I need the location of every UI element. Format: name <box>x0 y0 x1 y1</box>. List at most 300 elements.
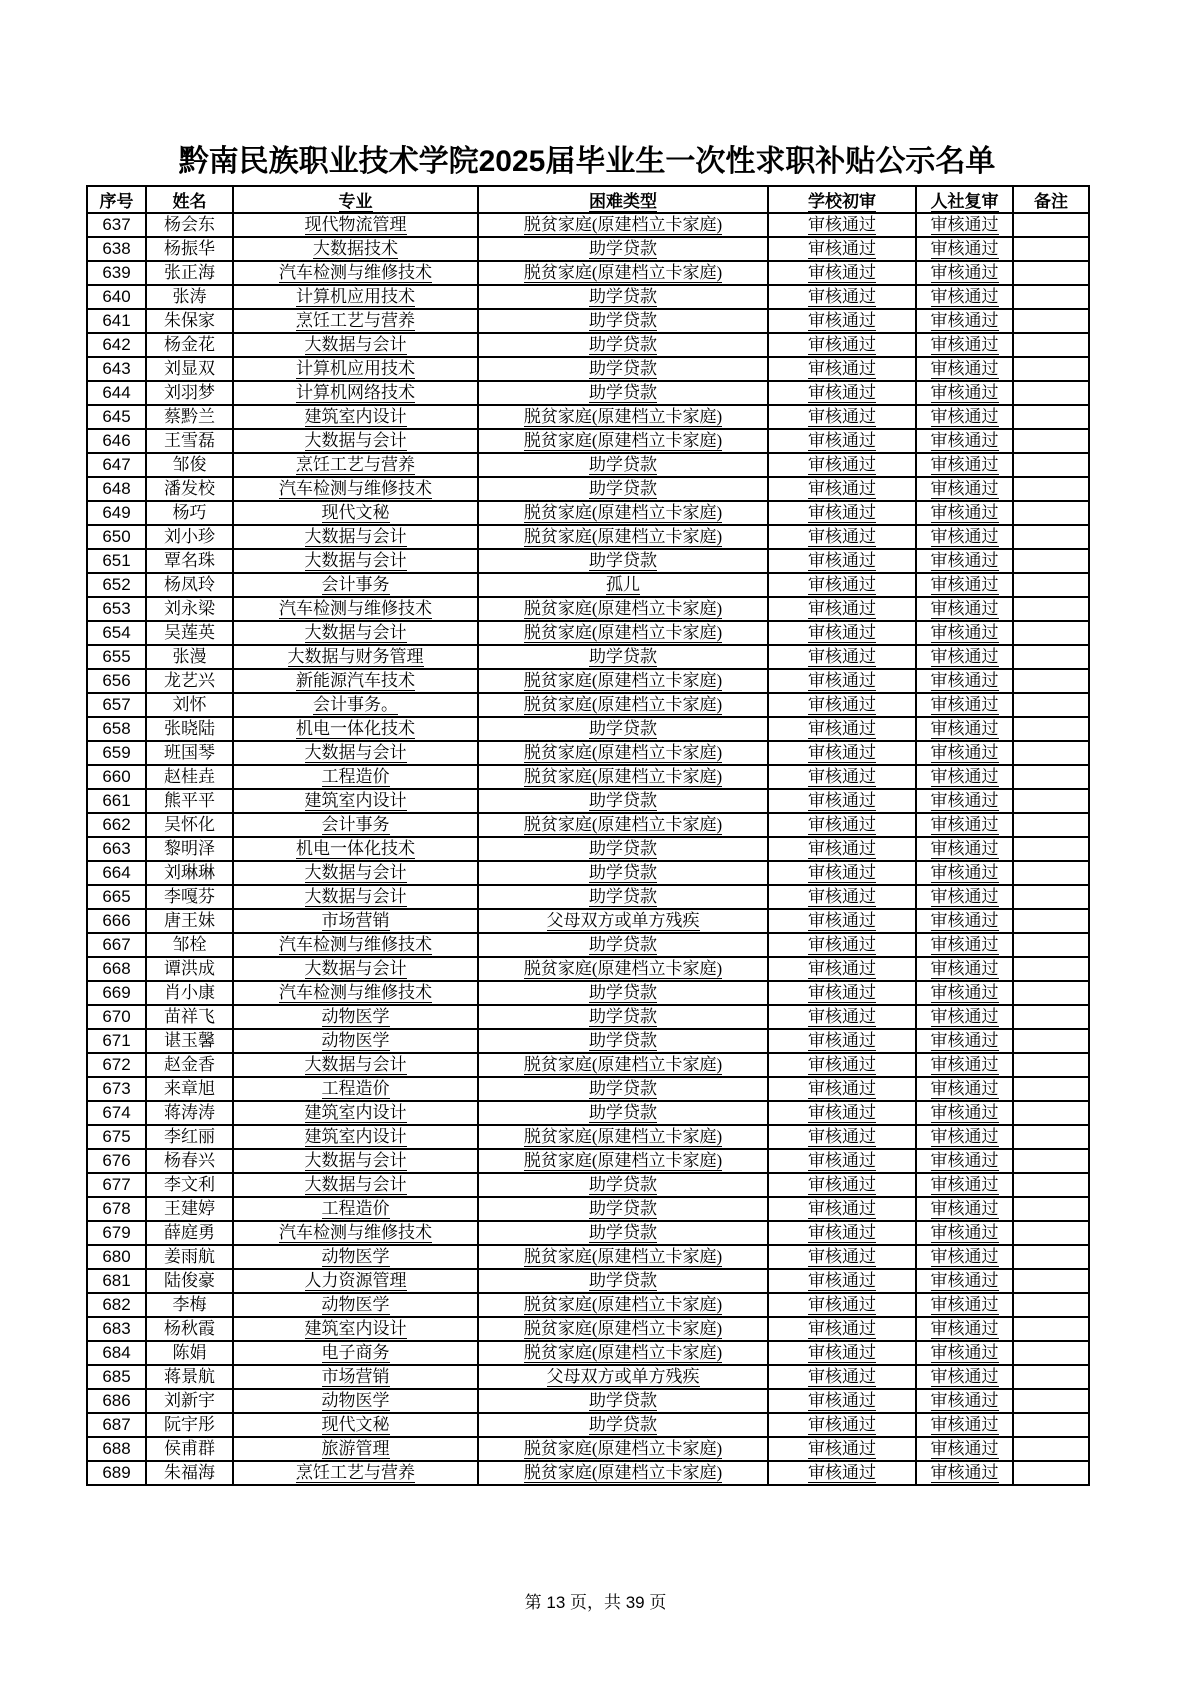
cell-col-3: 助学贷款 <box>478 333 768 357</box>
cell-col-4: 审核通过 <box>768 621 916 645</box>
cell-col-2: 汽车检测与维修技术 <box>233 597 478 621</box>
cell-col-2: 大数据与会计 <box>233 1053 478 1077</box>
cell-col-6 <box>1013 957 1089 981</box>
cell-col-1: 覃名珠 <box>146 549 233 573</box>
cell-col-6 <box>1013 789 1089 813</box>
cell-col-1: 刘怀 <box>146 693 233 717</box>
cell-col-4: 审核通过 <box>768 525 916 549</box>
cell-col-6 <box>1013 1437 1089 1461</box>
cell-col-6 <box>1013 1029 1089 1053</box>
cell-col-1: 朱保家 <box>146 309 233 333</box>
cell-col-6 <box>1013 573 1089 597</box>
cell-col-3: 助学贷款 <box>478 1173 768 1197</box>
cell-col-6 <box>1013 741 1089 765</box>
cell-col-6 <box>1013 861 1089 885</box>
cell-col-0: 674 <box>87 1101 146 1125</box>
cell-col-1: 班国琴 <box>146 741 233 765</box>
cell-col-5: 审核通过 <box>916 501 1013 525</box>
cell-col-0: 682 <box>87 1293 146 1317</box>
cell-col-1: 张正海 <box>146 261 233 285</box>
cell-col-5: 审核通过 <box>916 573 1013 597</box>
table-row <box>87 957 1089 981</box>
cell-col-5: 审核通过 <box>916 765 1013 789</box>
cell-col-2: 大数据与会计 <box>233 957 478 981</box>
table-row <box>87 1389 1089 1413</box>
table-row <box>87 1125 1089 1149</box>
table-row <box>87 549 1089 573</box>
cell-col-6 <box>1013 549 1089 573</box>
table-row <box>87 525 1089 549</box>
cell-col-1: 刘新宇 <box>146 1389 233 1413</box>
cell-col-3: 脱贫家庭(原建档立卡家庭) <box>478 1245 768 1269</box>
table-row <box>87 309 1089 333</box>
cell-col-6 <box>1013 645 1089 669</box>
cell-col-5: 审核通过 <box>916 261 1013 285</box>
cell-col-3: 助学贷款 <box>478 933 768 957</box>
cell-col-0: 664 <box>87 861 146 885</box>
cell-col-2: 汽车检测与维修技术 <box>233 261 478 285</box>
table-row <box>87 741 1089 765</box>
table-row <box>87 1173 1089 1197</box>
cell-col-1: 吴怀化 <box>146 813 233 837</box>
cell-col-1: 朱福海 <box>146 1461 233 1485</box>
cell-col-0: 650 <box>87 525 146 549</box>
cell-col-1: 邹栓 <box>146 933 233 957</box>
cell-col-3: 孤儿 <box>478 573 768 597</box>
cell-col-0: 644 <box>87 381 146 405</box>
cell-col-4: 审核通过 <box>768 1293 916 1317</box>
table-row <box>87 1197 1089 1221</box>
cell-col-4: 审核通过 <box>768 573 916 597</box>
cell-col-0: 658 <box>87 717 146 741</box>
cell-col-0: 672 <box>87 1053 146 1077</box>
cell-col-1: 潘发校 <box>146 477 233 501</box>
cell-col-4: 审核通过 <box>768 693 916 717</box>
cell-col-1: 唐王妹 <box>146 909 233 933</box>
cell-col-4: 审核通过 <box>768 717 916 741</box>
cell-col-0: 681 <box>87 1269 146 1293</box>
cell-col-4: 审核通过 <box>768 1245 916 1269</box>
table-row <box>87 885 1089 909</box>
cell-col-2: 现代物流管理 <box>233 213 478 237</box>
cell-col-0: 680 <box>87 1245 146 1269</box>
table-row <box>87 1269 1089 1293</box>
cell-col-4: 审核通过 <box>768 549 916 573</box>
cell-col-2: 动物医学 <box>233 1293 478 1317</box>
cell-col-4: 审核通过 <box>768 1149 916 1173</box>
cell-col-5: 审核通过 <box>916 597 1013 621</box>
table-row <box>87 1005 1089 1029</box>
cell-col-1: 张涛 <box>146 285 233 309</box>
cell-col-2: 烹饪工艺与营养 <box>233 1461 478 1485</box>
cell-col-4: 审核通过 <box>768 1365 916 1389</box>
cell-col-6 <box>1013 405 1089 429</box>
cell-col-3: 脱贫家庭(原建档立卡家庭) <box>478 765 768 789</box>
cell-col-4: 审核通过 <box>768 1197 916 1221</box>
cell-col-0: 655 <box>87 645 146 669</box>
cell-col-2: 汽车检测与维修技术 <box>233 1221 478 1245</box>
cell-col-0: 667 <box>87 933 146 957</box>
cell-col-1: 肖小康 <box>146 981 233 1005</box>
cell-col-6 <box>1013 1173 1089 1197</box>
cell-col-6 <box>1013 1077 1089 1101</box>
cell-col-3: 脱贫家庭(原建档立卡家庭) <box>478 693 768 717</box>
cell-col-5: 审核通过 <box>916 549 1013 573</box>
cell-col-0: 675 <box>87 1125 146 1149</box>
cell-col-5: 审核通过 <box>916 1029 1013 1053</box>
cell-col-3: 脱贫家庭(原建档立卡家庭) <box>478 261 768 285</box>
cell-col-3: 助学贷款 <box>478 1413 768 1437</box>
cell-col-5: 审核通过 <box>916 669 1013 693</box>
cell-col-4: 审核通过 <box>768 1461 916 1485</box>
cell-col-0: 643 <box>87 357 146 381</box>
table-row <box>87 669 1089 693</box>
cell-col-3: 助学贷款 <box>478 309 768 333</box>
cell-col-2: 旅游管理 <box>233 1437 478 1461</box>
cell-col-0: 651 <box>87 549 146 573</box>
table-row <box>87 1101 1089 1125</box>
cell-col-0: 686 <box>87 1389 146 1413</box>
cell-col-1: 刘永梁 <box>146 597 233 621</box>
cell-col-6 <box>1013 1269 1089 1293</box>
table-row <box>87 1293 1089 1317</box>
cell-col-5: 审核通过 <box>916 1221 1013 1245</box>
cell-col-2: 动物医学 <box>233 1389 478 1413</box>
cell-col-4: 审核通过 <box>768 1005 916 1029</box>
cell-col-3: 助学贷款 <box>478 285 768 309</box>
cell-col-6 <box>1013 1365 1089 1389</box>
cell-col-3: 脱贫家庭(原建档立卡家庭) <box>478 813 768 837</box>
cell-col-5: 审核通过 <box>916 1269 1013 1293</box>
cell-col-2: 汽车检测与维修技术 <box>233 477 478 501</box>
subsidy-table <box>86 185 1090 1486</box>
cell-col-4: 审核通过 <box>768 1101 916 1125</box>
cell-col-0: 668 <box>87 957 146 981</box>
cell-col-4: 审核通过 <box>768 285 916 309</box>
cell-col-6 <box>1013 1389 1089 1413</box>
cell-col-0: 659 <box>87 741 146 765</box>
cell-col-4: 审核通过 <box>768 957 916 981</box>
cell-col-6 <box>1013 237 1089 261</box>
cell-col-2: 新能源汽车技术 <box>233 669 478 693</box>
table-row <box>87 717 1089 741</box>
cell-col-1: 姜雨航 <box>146 1245 233 1269</box>
cell-col-1: 黎明泽 <box>146 837 233 861</box>
cell-col-5: 审核通过 <box>916 1173 1013 1197</box>
cell-col-5: 审核通过 <box>916 1413 1013 1437</box>
table-row <box>87 213 1089 237</box>
cell-col-0: 669 <box>87 981 146 1005</box>
cell-col-3: 脱贫家庭(原建档立卡家庭) <box>478 1341 768 1365</box>
cell-col-3: 助学贷款 <box>478 477 768 501</box>
cell-col-0: 679 <box>87 1221 146 1245</box>
cell-col-3: 脱贫家庭(原建档立卡家庭) <box>478 1461 768 1485</box>
col-header-3: 困难类型 <box>478 186 768 213</box>
cell-col-4: 审核通过 <box>768 1125 916 1149</box>
cell-col-4: 审核通过 <box>768 477 916 501</box>
cell-col-5: 审核通过 <box>916 309 1013 333</box>
cell-col-2: 会计事务 <box>233 573 478 597</box>
cell-col-5: 审核通过 <box>916 525 1013 549</box>
cell-col-2: 工程造价 <box>233 765 478 789</box>
cell-col-0: 678 <box>87 1197 146 1221</box>
cell-col-1: 张晓陆 <box>146 717 233 741</box>
cell-col-4: 审核通过 <box>768 1221 916 1245</box>
cell-col-3: 脱贫家庭(原建档立卡家庭) <box>478 957 768 981</box>
cell-col-3: 助学贷款 <box>478 1389 768 1413</box>
cell-col-4: 审核通过 <box>768 213 916 237</box>
cell-col-5: 审核通过 <box>916 861 1013 885</box>
cell-col-4: 审核通过 <box>768 309 916 333</box>
cell-col-2: 大数据与会计 <box>233 861 478 885</box>
cell-col-5: 审核通过 <box>916 1341 1013 1365</box>
cell-col-1: 谌玉馨 <box>146 1029 233 1053</box>
cell-col-4: 审核通过 <box>768 861 916 885</box>
cell-col-0: 638 <box>87 237 146 261</box>
cell-col-6 <box>1013 837 1089 861</box>
cell-col-3: 脱贫家庭(原建档立卡家庭) <box>478 1149 768 1173</box>
cell-col-1: 刘琳琳 <box>146 861 233 885</box>
table-row <box>87 333 1089 357</box>
cell-col-3: 助学贷款 <box>478 717 768 741</box>
cell-col-2: 动物医学 <box>233 1245 478 1269</box>
cell-col-4: 审核通过 <box>768 357 916 381</box>
cell-col-1: 赵桂垚 <box>146 765 233 789</box>
cell-col-0: 649 <box>87 501 146 525</box>
cell-col-4: 审核通过 <box>768 1029 916 1053</box>
cell-col-3: 助学贷款 <box>478 549 768 573</box>
table-row <box>87 813 1089 837</box>
header-row <box>87 186 1089 213</box>
cell-col-1: 邹俊 <box>146 453 233 477</box>
cell-col-1: 杨春兴 <box>146 1149 233 1173</box>
cell-col-6 <box>1013 597 1089 621</box>
cell-col-0: 687 <box>87 1413 146 1437</box>
cell-col-1: 李嘎芬 <box>146 885 233 909</box>
cell-col-4: 审核通过 <box>768 333 916 357</box>
table-row <box>87 1221 1089 1245</box>
cell-col-5: 审核通过 <box>916 1389 1013 1413</box>
cell-col-6 <box>1013 213 1089 237</box>
table-row <box>87 381 1089 405</box>
cell-col-4: 审核通过 <box>768 1341 916 1365</box>
cell-col-4: 审核通过 <box>768 885 916 909</box>
table-row <box>87 1317 1089 1341</box>
cell-col-1: 刘显双 <box>146 357 233 381</box>
cell-col-6 <box>1013 1293 1089 1317</box>
cell-col-5: 审核通过 <box>916 429 1013 453</box>
cell-col-5: 审核通过 <box>916 1005 1013 1029</box>
cell-col-6 <box>1013 693 1089 717</box>
cell-col-2: 建筑室内设计 <box>233 1317 478 1341</box>
cell-col-4: 审核通过 <box>768 1437 916 1461</box>
table-row <box>87 789 1089 813</box>
cell-col-6 <box>1013 1461 1089 1485</box>
cell-col-6 <box>1013 765 1089 789</box>
col-header-5: 人社复审 <box>916 186 1013 213</box>
table-row <box>87 285 1089 309</box>
cell-col-1: 杨金花 <box>146 333 233 357</box>
cell-col-4: 审核通过 <box>768 837 916 861</box>
cell-col-4: 审核通过 <box>768 261 916 285</box>
cell-col-5: 审核通过 <box>916 693 1013 717</box>
table-row <box>87 501 1089 525</box>
cell-col-6 <box>1013 933 1089 957</box>
cell-col-4: 审核通过 <box>768 933 916 957</box>
cell-col-2: 会计事务 <box>233 813 478 837</box>
cell-col-6 <box>1013 1005 1089 1029</box>
cell-col-6 <box>1013 1341 1089 1365</box>
cell-col-0: 662 <box>87 813 146 837</box>
cell-col-3: 父母双方或单方残疾 <box>478 1365 768 1389</box>
cell-col-1: 吴莲英 <box>146 621 233 645</box>
cell-col-5: 审核通过 <box>916 1101 1013 1125</box>
cell-col-4: 审核通过 <box>768 789 916 813</box>
cell-col-3: 助学贷款 <box>478 357 768 381</box>
cell-col-5: 审核通过 <box>916 837 1013 861</box>
cell-col-4: 审核通过 <box>768 405 916 429</box>
cell-col-6 <box>1013 621 1089 645</box>
table-row <box>87 429 1089 453</box>
cell-col-6 <box>1013 1101 1089 1125</box>
cell-col-2: 市场营销 <box>233 909 478 933</box>
cell-col-6 <box>1013 357 1089 381</box>
table-row <box>87 933 1089 957</box>
cell-col-0: 688 <box>87 1437 146 1461</box>
cell-col-2: 大数据与会计 <box>233 621 478 645</box>
cell-col-5: 审核通过 <box>916 981 1013 1005</box>
cell-col-0: 677 <box>87 1173 146 1197</box>
page-title: 黔南民族职业技术学院2025届毕业生一次性求职补贴公示名单 <box>178 145 996 178</box>
cell-col-1: 杨振华 <box>146 237 233 261</box>
cell-col-3: 助学贷款 <box>478 1101 768 1125</box>
table-row <box>87 405 1089 429</box>
table-row <box>87 621 1089 645</box>
table-row <box>87 1245 1089 1269</box>
cell-col-4: 审核通过 <box>768 909 916 933</box>
col-header-2: 专业 <box>233 186 478 213</box>
cell-col-0: 676 <box>87 1149 146 1173</box>
cell-col-2: 动物医学 <box>233 1029 478 1053</box>
cell-col-5: 审核通过 <box>916 1293 1013 1317</box>
cell-col-5: 审核通过 <box>916 453 1013 477</box>
cell-col-6 <box>1013 525 1089 549</box>
cell-col-1: 陈娟 <box>146 1341 233 1365</box>
table-row <box>87 261 1089 285</box>
cell-col-4: 审核通过 <box>768 453 916 477</box>
cell-col-4: 审核通过 <box>768 501 916 525</box>
table-row <box>87 981 1089 1005</box>
table-row <box>87 1341 1089 1365</box>
cell-col-3: 助学贷款 <box>478 861 768 885</box>
cell-col-5: 审核通过 <box>916 405 1013 429</box>
cell-col-2: 大数据与会计 <box>233 1149 478 1173</box>
table-body <box>87 213 1089 1485</box>
table-row <box>87 477 1089 501</box>
table-row <box>87 1365 1089 1389</box>
cell-col-3: 助学贷款 <box>478 1269 768 1293</box>
cell-col-0: 639 <box>87 261 146 285</box>
col-header-4: 学校初审 <box>768 186 916 213</box>
page-footer: 第 13 页，共 39 页 <box>524 1593 667 1612</box>
cell-col-6 <box>1013 501 1089 525</box>
cell-col-4: 审核通过 <box>768 597 916 621</box>
cell-col-0: 642 <box>87 333 146 357</box>
cell-col-0: 661 <box>87 789 146 813</box>
cell-col-0: 689 <box>87 1461 146 1485</box>
cell-col-6 <box>1013 1317 1089 1341</box>
cell-col-3: 脱贫家庭(原建档立卡家庭) <box>478 1317 768 1341</box>
cell-col-1: 阮宇彤 <box>146 1413 233 1437</box>
cell-col-1: 陆俊豪 <box>146 1269 233 1293</box>
cell-col-5: 审核通过 <box>916 885 1013 909</box>
cell-col-3: 助学贷款 <box>478 1197 768 1221</box>
cell-col-5: 审核通过 <box>916 477 1013 501</box>
cell-col-3: 脱贫家庭(原建档立卡家庭) <box>478 525 768 549</box>
cell-col-2: 大数据与会计 <box>233 885 478 909</box>
cell-col-1: 杨秋霞 <box>146 1317 233 1341</box>
cell-col-6 <box>1013 309 1089 333</box>
cell-col-2: 汽车检测与维修技术 <box>233 981 478 1005</box>
cell-col-1: 杨凤玲 <box>146 573 233 597</box>
cell-col-5: 审核通过 <box>916 357 1013 381</box>
table-row <box>87 1413 1089 1437</box>
cell-col-4: 审核通过 <box>768 1053 916 1077</box>
cell-col-1: 张漫 <box>146 645 233 669</box>
cell-col-2: 大数据技术 <box>233 237 478 261</box>
cell-col-4: 审核通过 <box>768 669 916 693</box>
cell-col-2: 人力资源管理 <box>233 1269 478 1293</box>
cell-col-2: 烹饪工艺与营养 <box>233 309 478 333</box>
cell-col-1: 蒋涛涛 <box>146 1101 233 1125</box>
cell-col-3: 助学贷款 <box>478 1005 768 1029</box>
cell-col-2: 建筑室内设计 <box>233 1125 478 1149</box>
table-row <box>87 1437 1089 1461</box>
cell-col-5: 审核通过 <box>916 1461 1013 1485</box>
cell-col-6 <box>1013 1413 1089 1437</box>
cell-col-3: 助学贷款 <box>478 237 768 261</box>
cell-col-2: 工程造价 <box>233 1077 478 1101</box>
cell-col-0: 652 <box>87 573 146 597</box>
cell-col-2: 大数据与财务管理 <box>233 645 478 669</box>
cell-col-4: 审核通过 <box>768 1389 916 1413</box>
cell-col-2: 建筑室内设计 <box>233 1101 478 1125</box>
cell-col-2: 机电一体化技术 <box>233 717 478 741</box>
cell-col-5: 审核通过 <box>916 909 1013 933</box>
cell-col-1: 龙艺兴 <box>146 669 233 693</box>
cell-col-2: 大数据与会计 <box>233 741 478 765</box>
table-row <box>87 909 1089 933</box>
cell-col-5: 审核通过 <box>916 621 1013 645</box>
table-row <box>87 453 1089 477</box>
cell-col-5: 审核通过 <box>916 717 1013 741</box>
cell-col-3: 助学贷款 <box>478 453 768 477</box>
cell-col-3: 脱贫家庭(原建档立卡家庭) <box>478 1437 768 1461</box>
cell-col-0: 665 <box>87 885 146 909</box>
cell-col-0: 647 <box>87 453 146 477</box>
cell-col-5: 审核通过 <box>916 789 1013 813</box>
cell-col-1: 杨巧 <box>146 501 233 525</box>
cell-col-6 <box>1013 1197 1089 1221</box>
cell-col-3: 助学贷款 <box>478 645 768 669</box>
cell-col-2: 大数据与会计 <box>233 549 478 573</box>
cell-col-2: 大数据与会计 <box>233 333 478 357</box>
cell-col-4: 审核通过 <box>768 1317 916 1341</box>
cell-col-4: 审核通过 <box>768 765 916 789</box>
cell-col-2: 动物医学 <box>233 1005 478 1029</box>
cell-col-0: 657 <box>87 693 146 717</box>
cell-col-1: 刘小珍 <box>146 525 233 549</box>
